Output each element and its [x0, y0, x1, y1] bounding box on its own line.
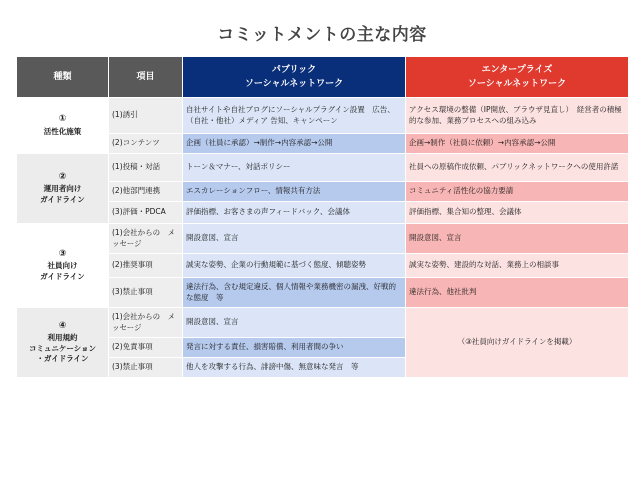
- category-cell: [17, 154, 109, 224]
- page-title: コミットメントの主な内容: [217, 25, 427, 45]
- header-enterprise: [406, 57, 629, 98]
- item-cell: (2)コンテンツ: [109, 134, 183, 154]
- enterprise-cell: アクセス環境の整備（IP開放、ブラウザ見直し） 経営者の積極的な参加、業務プロセスへの組み込み: [406, 98, 629, 134]
- category-label: 利用規約: [47, 333, 78, 342]
- public-cell: エスカレーションフロー、情報共有方法: [183, 182, 406, 202]
- item-cell: (3)評価・PDCA: [109, 202, 183, 224]
- public-cell: 評価指標、お客さまの声フィードバック、会議体: [183, 202, 406, 224]
- public-cell: 自社サイトや自社ブログにソーシャルプラグイン設置 広告、（自社・他社）メディア 告知、キャンペーン: [183, 98, 406, 134]
- enterprise-merged-cell: （③社員向けガイドラインを掲載）: [406, 308, 629, 378]
- category-label: ・ガイドライン: [36, 354, 89, 363]
- category-label: コミュニケーション: [28, 343, 97, 353]
- public-cell: 開設意図、宣言: [183, 308, 406, 338]
- enterprise-cell: 誠実な姿勢、建設的な対話、業務上の相談事: [406, 254, 629, 278]
- item-cell: (1)誘引: [109, 98, 183, 134]
- item-cell: (2)推奨事項: [109, 254, 183, 278]
- table-row: [17, 98, 629, 134]
- table-row: [17, 202, 629, 224]
- category-label: ガイドライン: [40, 271, 85, 281]
- category-label: 社員向け: [47, 261, 78, 271]
- table-row: [17, 154, 629, 182]
- table-row: [17, 278, 629, 308]
- header-enterprise-line1: エンタープライズ: [481, 65, 553, 75]
- table-header-row: [17, 57, 629, 98]
- table-row: [17, 308, 629, 338]
- item-cell: (3)禁止事項: [109, 358, 183, 378]
- header-public-line1: パブリック: [271, 65, 317, 75]
- table-row: [17, 182, 629, 202]
- category-number: ④: [58, 320, 67, 331]
- public-cell: 開設意図、宣言: [183, 224, 406, 254]
- item-cell: (2)免責事項: [109, 338, 183, 358]
- header-enterprise-line2: ソーシャルネットワーク: [467, 79, 567, 89]
- public-cell: 他人を攻撃する行為、誹謗中傷、無意味な発言 等: [183, 358, 406, 378]
- header-item: 項目: [109, 57, 183, 98]
- item-cell: (3)禁止事項: [109, 278, 183, 308]
- enterprise-cell: 社員への原稿作成依頼、パブリックネットワークへの使用許諾: [406, 154, 629, 182]
- enterprise-cell: 評価指標、集合知の整理、会議体: [406, 202, 629, 224]
- public-cell: 企画（社員に承認）→制作→内容承認→公開: [183, 134, 406, 154]
- commitment-table: [16, 56, 629, 378]
- item-cell: (2)他部門連携: [109, 182, 183, 202]
- public-cell: 発言に対する責任、損害賠償、利用者間の争い: [183, 338, 406, 358]
- category-cell: [17, 98, 109, 154]
- item-cell: (1)会社からの メッセージ: [109, 224, 183, 254]
- item-cell: (1)会社からの メッセージ: [109, 308, 183, 338]
- public-cell: 誠実な姿勢、企業の行動規範に基づく態度、傾聴姿勢: [183, 254, 406, 278]
- category-cell: [17, 308, 109, 378]
- enterprise-cell: 違法行為、他社批判: [406, 278, 629, 308]
- category-cell: [17, 224, 109, 308]
- header-public: [183, 57, 406, 98]
- header-public-line2: ソーシャルネットワーク: [244, 79, 344, 89]
- category-label: 運用者向け: [43, 184, 82, 194]
- category-number: ②: [58, 171, 67, 182]
- table-row: [17, 224, 629, 254]
- public-cell: トーン＆マナー、対話ポリシー: [183, 154, 406, 182]
- category-number: ①: [58, 114, 67, 124]
- enterprise-cell: 企画→制作（社員に依頼）→内容承認→公開: [406, 134, 629, 154]
- category-label: 活性化施策: [43, 126, 82, 136]
- item-cell: (1)投稿・対話: [109, 154, 183, 182]
- enterprise-cell: コミュニティ活性化の協力要請: [406, 182, 629, 202]
- category-number: ③: [58, 248, 67, 259]
- enterprise-cell: 開設意図、宣言: [406, 224, 629, 254]
- table-row: [17, 134, 629, 154]
- header-type: 種類: [17, 57, 109, 98]
- category-label: ガイドライン: [40, 194, 85, 204]
- table-row: [17, 254, 629, 278]
- public-cell: 違法行為、含む規定違反、個人情報や業務機密の漏洩、好戦的な態度 等: [183, 278, 406, 308]
